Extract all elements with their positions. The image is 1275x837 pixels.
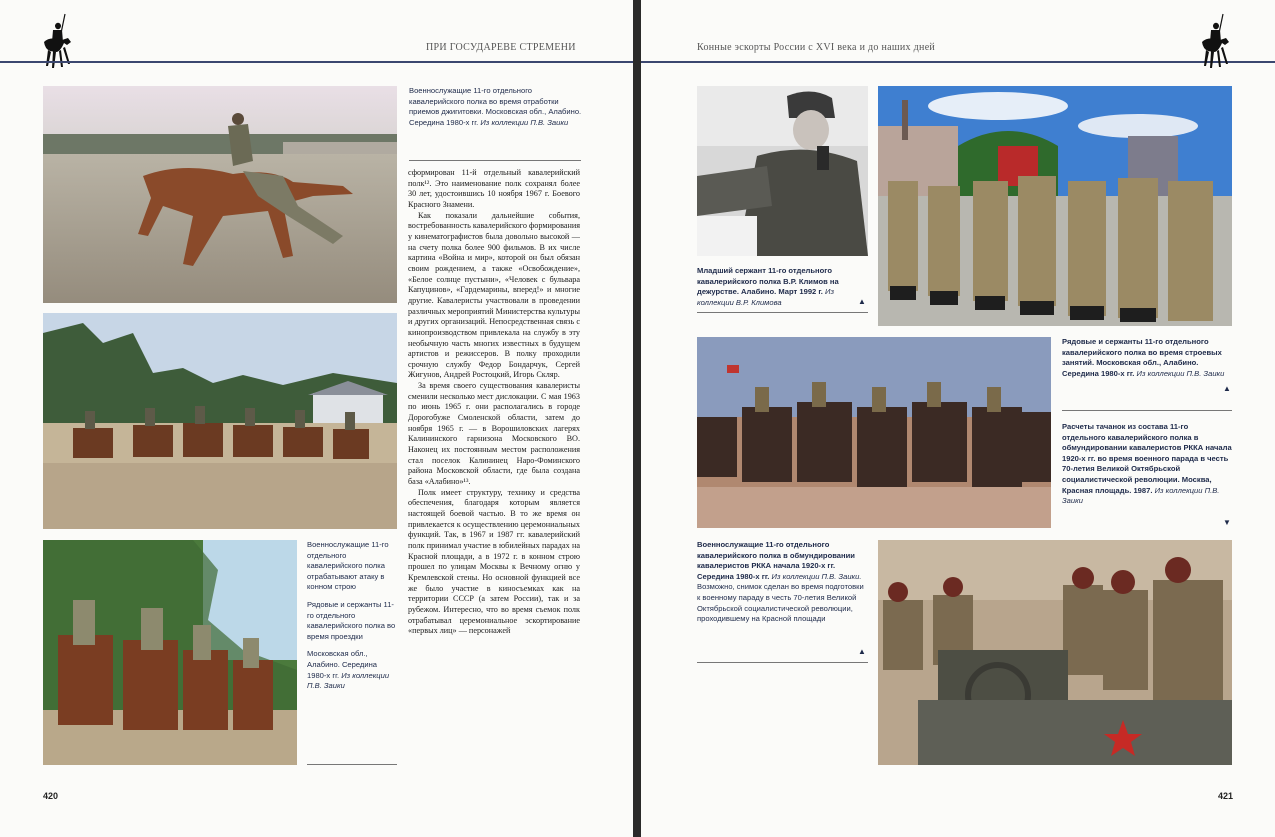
caption-credit: Из коллекции П.В. Заики. [771,571,862,581]
header-rule [641,61,1275,63]
photo-tachanka-parade [697,337,1051,528]
caption-credit: Из коллекции В.Р. Климова [697,287,834,307]
arrow-down-icon: ▼ [1223,518,1231,527]
caption-credit: Из коллекции П.В. Заики [1136,368,1225,378]
caption-riding [307,540,397,692]
photo-drill-march [878,86,1232,326]
caption-rule [697,312,868,313]
caption-text: Рядовые и сержанты 11-го отдельного кавалерийского полка во время строевых занятий. Московская обл., Алабино. Середина 1980-х гг. [1062,337,1222,378]
caption-credit: Из коллекции П.В. Заики [480,117,569,127]
arrow-up-icon: ▲ [1223,384,1231,393]
cavalryman-logo-icon [1198,12,1232,70]
photo-sergeant-on-duty [697,86,868,256]
header-rule [0,61,633,63]
caption-djigitovka [409,86,583,128]
caption-rule [697,662,868,663]
caption-credit: Из коллекции П.В. Заики [1062,485,1220,506]
photo-cavalry-riding [43,540,297,765]
caption-text: Младший сержант 11-го отдельного кавалерийского полка В.Р. Климов на дежурстве. Алабино. Март 1992 г. [697,266,839,297]
caption-text: Расчеты тачанок из состава 11-го отдельного кавалерийского полка в обмундировании кавалеристов РККА начала 1920-х гг. во время военного парада в честь 70-летия Великой Октябрьской социалистической революции. Москва, Красная площадь. 1987. [1062,422,1232,495]
caption-tachanka [1062,422,1232,507]
caption-text: Военнослужащие 11-го отдельного кавалерийского полка во время отработки приемов джигитовки. Московская обл., Алабино. Середина 1980-х гг. [409,86,582,127]
caption-credit: Из коллекции П.В. Заики [307,670,390,691]
arrow-up-icon: ▲ [858,647,866,656]
arrow-up-icon: ▲ [858,297,866,306]
running-head: ПРИ ГОСУДАРЕВЕ СТРЕМЕНИ [426,42,576,53]
photo-cavalry-attack [43,313,397,529]
caption-note: Возможно, снимок сделан во время подготовки к военному параду в честь 70-летия Великой Октябрьской социалистической революции, проходившему на Красной площади [697,582,864,624]
body-paragraph: сформирован 11-й отдельный кавалерийский полк¹². Это наименование полк сохранял более 30 лет, удостоившись 10 ноября 1967 г. Боевого Красного Знамени. [408,168,580,209]
caption-sergeant [697,266,865,308]
body-paragraph: За время своего существования кавалеристы сменили несколько мест дислокации. С мая 1963 по июнь 1965 г. они располагались в городе Дорогобуже Смоленской области, затем до ноября 1965 г. — в Ворошиловских лагерях Калининского гарнизона Московского ВО. Наконец их постоянным местом расположения стал поселок Калининец Наро-Фоминского района Московской области, где была создана база «Алабино»¹³. [408,381,580,487]
body-text-column [408,168,580,637]
page-number: 420 [43,791,59,801]
caption-location: Московская обл., Алабино. Середина 1980-х гг. [307,649,378,680]
caption-rule [409,160,581,161]
photo-djigitovka [43,86,397,303]
right-page [641,0,1275,837]
left-page [0,0,633,837]
caption-drill [1062,337,1232,379]
running-head: Конные эскорты России с XVI века и до наших дней [697,42,936,53]
body-paragraph: Полк имеет структуру, технику и средства обеспечения, благодаря которым является настоящей боевой частью. В то же время он привлекается к осуществлению церемониальных функций. Так, в 1967 и 1987 гг. кавалерийский полк принимал участие в юбилейных парадах на Красной площади, а в 1972 г. в конном строю прошел по улицам Москвы к Вечному огню у Кремлевской стены. Но основной функцией все же было участие в киносъемках как на территории СССР (а затем России), так и за рубежом. Интересно, что во время съемок полк отрабатывал церемониальное эскортирование «первых лиц» — персонажей [408,487,580,636]
photo-rkka-uniform [878,540,1232,765]
caption-rule [307,764,397,765]
caption-rule [1062,410,1232,411]
caption-uniform [697,540,867,625]
body-paragraph: Как показали дальнейшие события, востребованность кавалерийского формирования у кинематографистов была довольно высокой — на счету полка более 900 фильмов. В их числе картина «Война и мир», которой он был обязан своим рождением, а также «Освобождение», «Белое солнце пустыни», «Человек с бульвара Капуцинов», «Гардемарины, вперед!» и многие другие. Кавалеристы участвовали в проведении различных мероприятий Министерства культуры и других организаций. Непосредственная связь с кинопроизводством привлекала на службу в эту необычную часть многих известных в будущем артистов и режиссеров. В полку проходили срочную службу Федор Бондарчук, Сергей Жигунов, Андрей Ростоцкий, Игорь Скляр. [408,210,581,380]
page-number: 421 [1218,791,1234,801]
caption-text: Военнослужащие 11-го отдельного кавалерийского полка в обмундировании кавалеристов РККА начала 1920-х гг. Середина 1980-х гг. [697,540,855,581]
caption-attack-text: Военнослужащие 11-го отдельного кавалерийского полка отрабатывают атаку в конном строю [307,540,389,592]
caption-riding-text: Рядовые и сержанты 11-го отдельного кавалерийского полка во время проездки [307,599,396,641]
